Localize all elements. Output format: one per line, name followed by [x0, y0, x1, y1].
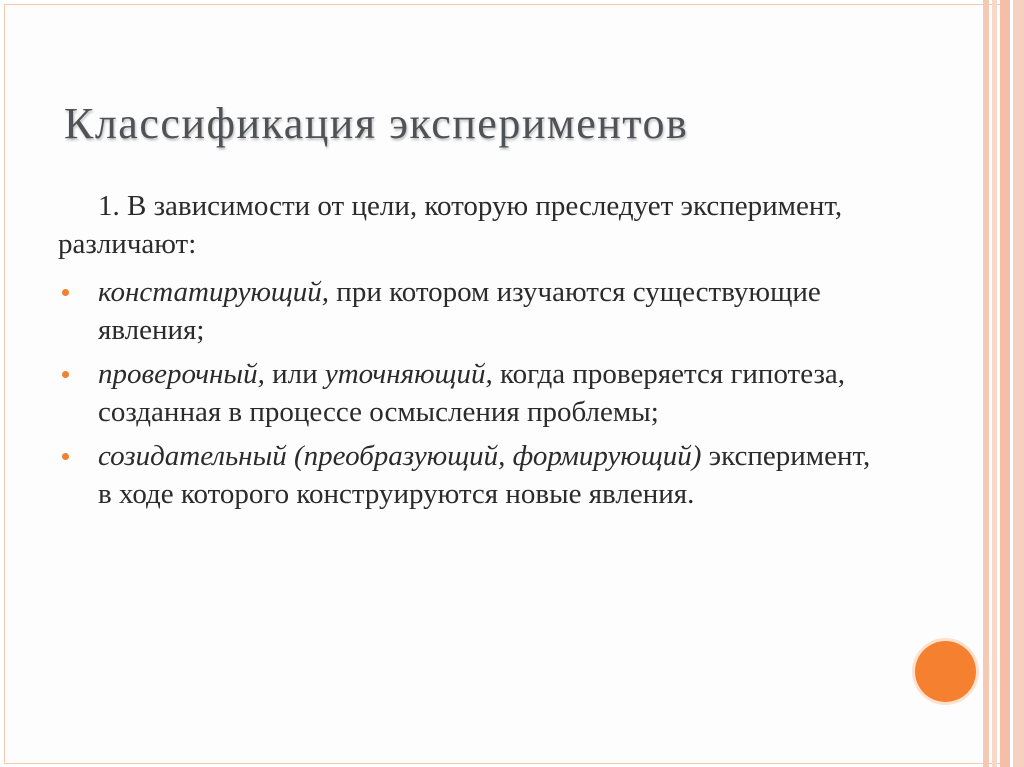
decorative-stripe: [1000, 0, 1010, 767]
term-emphasis: созидательный (преобразующий, формирующий): [98, 440, 702, 472]
list-item: [58, 355, 888, 431]
bullet-dot-icon: [62, 371, 69, 378]
list-item: [58, 273, 888, 349]
item-text: эксперимент, в ходе которого конструируются новые явления.: [98, 440, 871, 510]
item-text: или: [264, 358, 325, 390]
slide-title: Классификация экспериментов: [64, 99, 689, 148]
decorative-stripe: [1013, 0, 1024, 767]
bullet-dot-icon: [62, 453, 69, 460]
term-emphasis: проверочный,: [98, 358, 265, 390]
item-text: при котором изучаются существующие явления;: [98, 276, 821, 346]
intro-paragraph: 1. В зависимости от цели, которую преследует эксперимент, различают:: [58, 190, 843, 260]
bullet-dot-icon: [62, 289, 69, 296]
list-item: [58, 437, 888, 513]
term-emphasis: уточняющий,: [324, 358, 493, 390]
decorative-circle-icon: [915, 641, 976, 702]
slide-body: [58, 187, 888, 519]
bullet-list: [58, 273, 888, 513]
decorative-stripe: [983, 0, 989, 767]
item-text: когда проверяется гипотеза, созданная в процессе осмысления проблемы;: [98, 358, 846, 428]
term-emphasis: констатирующий,: [98, 276, 330, 308]
decorative-stripe: [992, 0, 997, 767]
